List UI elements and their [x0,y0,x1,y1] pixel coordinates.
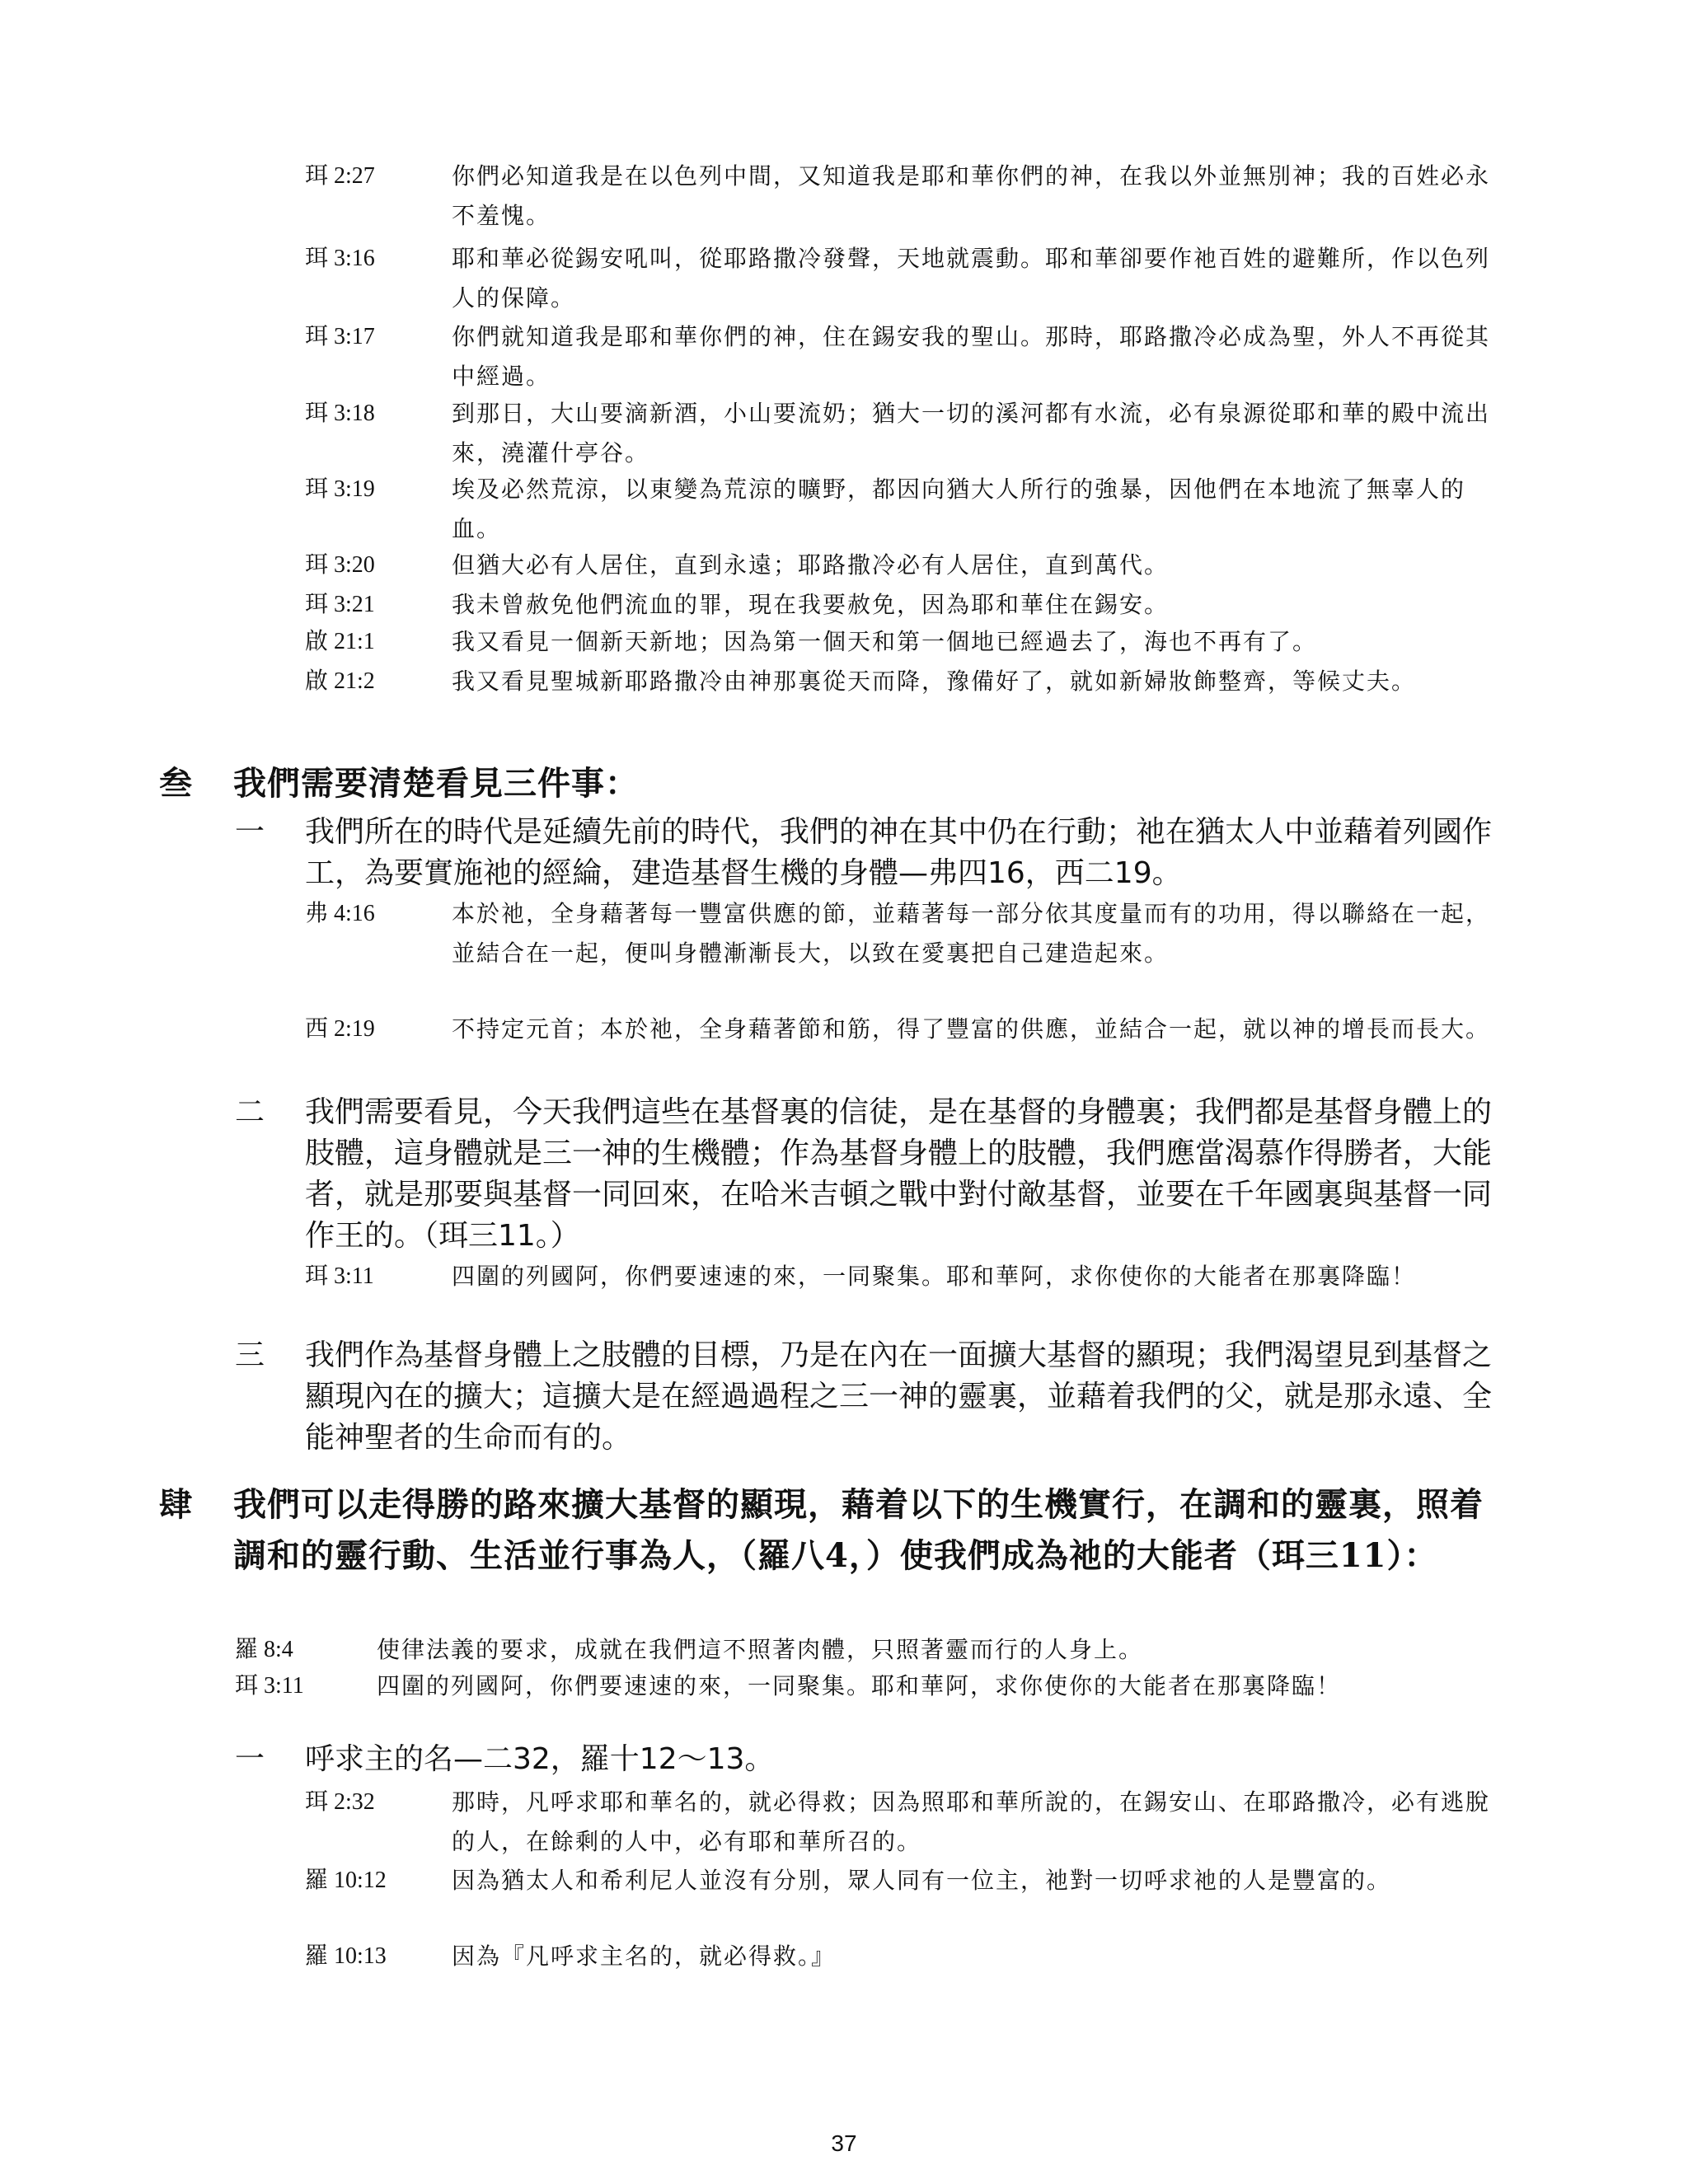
section-heading [159,1479,1511,1636]
section-number: 叁 [159,764,192,803]
verse-row [305,585,1512,625]
verse-row [305,157,1512,236]
verse-ref: 珥 3:11 [235,1673,304,1699]
page-number: 37 [831,2130,857,2156]
verse-text: 你們必知道我是在以色列中間，又知道我是耶和華你們的神，在我以外並無別神；我的百姓必永不羞愧。 [452,162,1491,229]
verse-ref: 羅 8:4 [235,1637,293,1662]
verse-text: 我又看見聖城新耶路撒冷由神那裏從天而降，豫備好了，就如新婦妝飾整齊，等候丈夫。 [452,668,1417,695]
verse-row [305,239,1512,318]
verse-row [235,1630,1512,1670]
verse-text: 那時，凡呼求耶和華名的，就必得救；因為照耶和華所說的，在錫安山、在耶路撒冷，必有逃脫的人，在餘剩的人中，必有耶和華所召的。 [452,1788,1491,1855]
verse-ref: 珥 3:17 [305,324,375,349]
verse-row [305,546,1512,585]
verse-text: 因為猶太人和希利尼人並沒有分別，眾人同有一位主，祂對一切呼求祂的人是豐富的。 [452,1867,1392,1894]
outline-point [235,1092,1512,1257]
verse-text: 到那日，大山要滴新酒，小山要流奶；猶大一切的溪河都有水流，必有泉源從耶和華的殿中流出來，澆灌什亭谷。 [452,400,1491,466]
verse-text: 我又看見一個新天新地；因為第一個天和第一個地已經過去了，海也不再有了。 [452,628,1318,655]
verse-ref: 羅 10:12 [305,1868,387,1893]
point-number: 一 [235,1742,265,1776]
point-number: 二 [235,1095,265,1129]
verse-text: 我未曾赦免他們流血的罪，現在我要赦免，因為耶和華住在錫安。 [452,591,1170,618]
verse-text: 你們就知道我是耶和華你們的神，住在錫安我的聖山。那時，耶路撒冷必成為聖，外人不再從其中經過。 [452,323,1491,390]
verse-text: 不持定元首；本於祂，全身藉著節和筋，得了豐富的供應，並結合一起，就以神的增長而長大。 [452,1015,1491,1043]
verse-text: 埃及必然荒涼，以東變為荒涼的曠野，都因向猶大人所行的強暴，因他們在本地流了無辜人的血。 [452,476,1466,542]
verse-ref: 珥 2:32 [305,1789,375,1815]
verse-row [305,894,1512,1013]
point-number: 三 [235,1338,265,1372]
verse-row [305,317,1512,396]
outline-point [235,1739,1512,1780]
verse-text: 因為『凡呼求主名的，就必得救。』 [452,1943,837,1970]
outline-point [235,812,1512,894]
point-text: 我們作為基督身體上之肢體的目標，乃是在內在一面擴大基督的顯現；我們渴望見到基督之顯現內在的擴大；這擴大是在經過過程之三一神的靈裏，並藉着我們的父，就是那永遠、全能神聖者的生命而有的。 [305,1338,1493,1455]
verse-row [305,662,1512,741]
section-title: 我們需要清楚看見三件事： [233,764,639,803]
verse-ref: 珥 3:21 [305,592,375,617]
point-text: 我們所在的時代是延續先前的時代，我們的神在其中仍在行動；祂在猶太人中並藉着列國作工，為要實施祂的經綸，建造基督生機的身體—弗四16，西二19。 [305,815,1493,890]
verse-row [235,1666,1512,1746]
point-text: 呼求主的名—二32，羅十12～13。 [305,1742,775,1776]
verse-text: 四圍的列國阿，你們要速速的來，一同聚集。耶和華阿，求你使你的大能者在那裏降臨！ [452,1263,1417,1290]
verse-row [305,470,1512,549]
verse-row [305,1010,1512,1089]
verse-text: 耶和華必從錫安吼叫，從耶路撒冷發聲，天地就震動。耶和華卻要作祂百姓的避難所，作以色列人的保障。 [452,245,1491,312]
verse-row [305,622,1512,662]
verse-ref: 珥 3:18 [305,401,375,426]
verse-row [305,1937,1512,1976]
verse-row [305,1783,1512,1862]
verse-row [305,1861,1512,1940]
verse-ref: 啟 21:1 [305,629,375,654]
verse-text: 四圍的列國阿，你們要速速的來，一同聚集。耶和華阿，求你使你的大能者在那裏降臨！ [377,1672,1342,1699]
verse-ref: 珥 3:11 [305,1263,374,1289]
verse-text: 本於祂，全身藉著每一豐富供應的節，並藉著每一部分依其度量而有的功用，得以聯絡在一起，並結合在一起，便叫身體漸漸長大，以致在愛裏把自己建造起來。 [452,900,1491,967]
verse-text: 使律法義的要求，成就在我們這不照著肉體，只照著靈而行的人身上。 [377,1636,1144,1663]
verse-ref: 珥 2:27 [305,163,375,189]
point-number: 一 [235,815,265,849]
section-number: 肆 [159,1485,192,1524]
verse-ref: 珥 3:16 [305,246,375,271]
section-heading [159,758,1511,809]
outline-point [235,1335,1512,1459]
verse-ref: 珥 3:20 [305,552,375,578]
verse-ref: 珥 3:19 [305,476,375,502]
verse-ref: 弗 4:16 [305,901,375,926]
verse-ref: 羅 10:13 [305,1943,387,1969]
point-text: 我們需要看見，今天我們這些在基督裏的信徒，是在基督的身體裏；我們都是基督身體上的肢體，這身體就是三一神的生機體；作為基督身體上的肢體，我們應當渴慕作得勝者，大能者，就是那要與基督一同回來，在哈米吉頓之戰中對付敵基督，並要在千年國裏與基督一同作王的。（珥三11。） [305,1095,1493,1253]
verse-ref: 啟 21:2 [305,668,375,694]
section-title: 我們可以走得勝的路來擴大基督的顯現，藉着以下的生機實行，在調和的靈裏，照着調和的靈行動、生活並行事為人，（羅八4，）使我們成為祂的大能者（珥三11）： [233,1485,1484,1575]
verse-text: 但猶大必有人居住，直到永遠；耶路撒冷必有人居住，直到萬代。 [452,551,1170,579]
verse-ref: 西 2:19 [305,1016,375,1042]
verse-row [305,394,1512,473]
verse-row [305,1257,1512,1336]
